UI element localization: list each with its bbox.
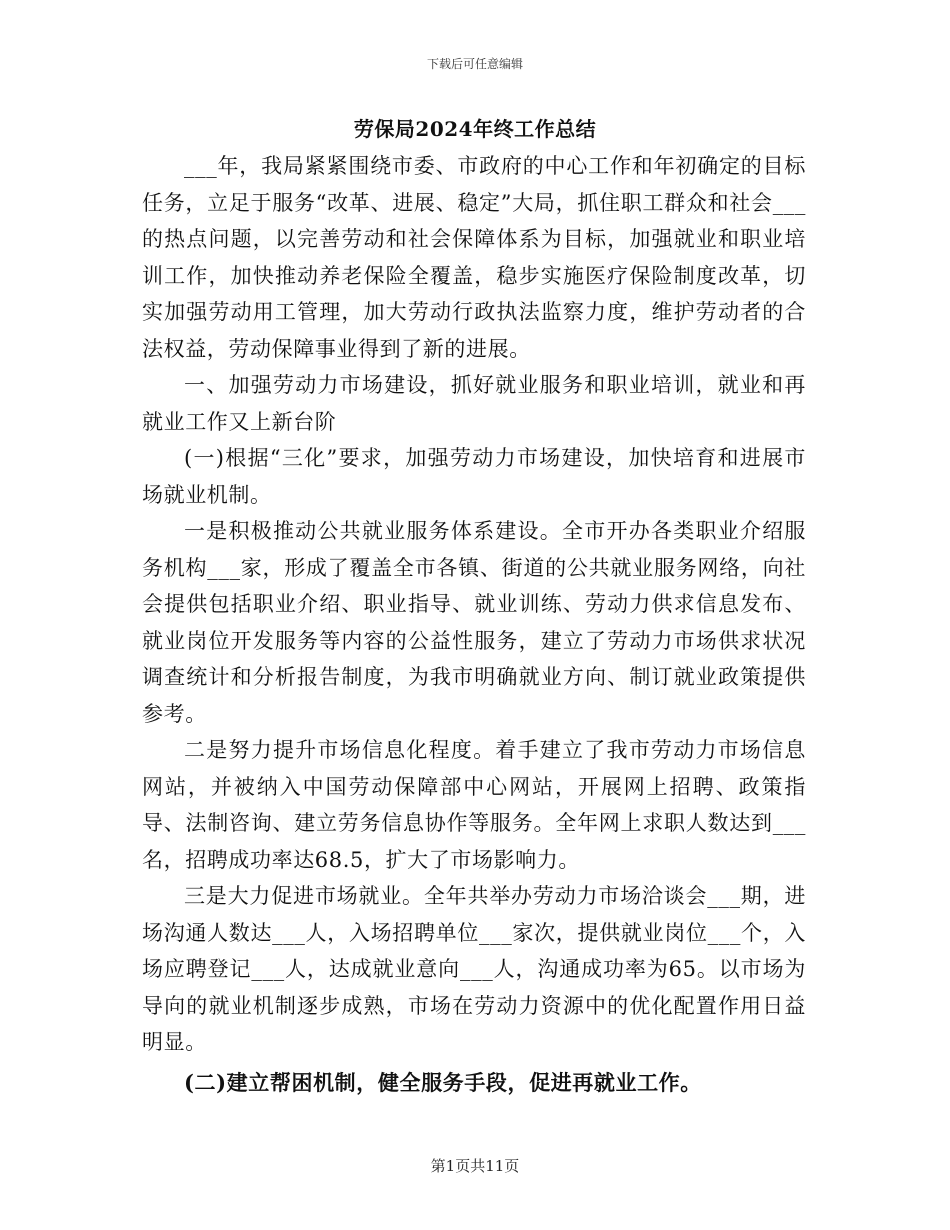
document-body	[142, 148, 806, 1101]
paragraph-point-2: 二是努力提升市场信息化程度。着手建立了我市劳动力市场信息网站，并被纳入中国劳动保障部中心网站，开展网上招聘、政策指导、法制咨询、建立劳务信息协作等服务。全年网上求职人数达到___名，招聘成功率达68.5，扩大了市场影响力。	[142, 738, 806, 872]
paragraph-intro: ___年，我局紧紧围绕市委、市政府的中心工作和年初确定的目标任务，立足于服务“改革、进展、稳定”大局，抓住职工群众和社会___的热点问题，以完善劳动和社会保障体系为目标，加强就业和职业培训工作，加快推动养老保险全覆盖，稳步实施医疗保险制度改革，切实加强劳动用工管理，加大劳动行政执法监察力度，维护劳动者的合法权益，劳动保障事业得到了新的进展。	[142, 154, 806, 361]
paragraph-point-3: 三是大力促进市场就业。全年共举办劳动力市场洽谈会___期，进场沟通人数达___人，入场招聘单位___家次，提供就业岗位___个，入场应聘登记___人，达成就业意向___人，沟通成功率为65。以市场为导向的就业机制逐步成熟，市场在劳动力资源中的优化配置作用日益明显。	[142, 884, 806, 1054]
paragraph-section-1: 一、加强劳动力市场建设，抓好就业服务和职业培训，就业和再就业工作又上新台阶	[142, 373, 806, 434]
paragraph-subsection-1: (一)根据“三化”要求，加强劳动力市场建设，加快培育和进展市场就业机制。	[142, 446, 806, 507]
paragraph-point-1: 一是积极推动公共就业服务体系建设。全市开办各类职业介绍服务机构___家，形成了覆盖全市各镇、街道的公共就业服务网络，向社会提供包括职业介绍、职业指导、就业训练、劳动力供求信息发布、就业岗位开发服务等内容的公益性服务，建立了劳动力市场供求状况调查统计和分析报告制度，为我市明确就业方向、制订就业政策提供参考。	[142, 519, 806, 726]
header-note: 下载后可任意编辑	[426, 57, 523, 71]
page-number: 第1页共11页	[430, 1157, 520, 1175]
subsection-heading-2: (二)建立帮困机制，健全服务手段，促进再就业工作。	[184, 1069, 702, 1095]
document-title: 劳保局2024年终工作总结	[353, 117, 597, 141]
